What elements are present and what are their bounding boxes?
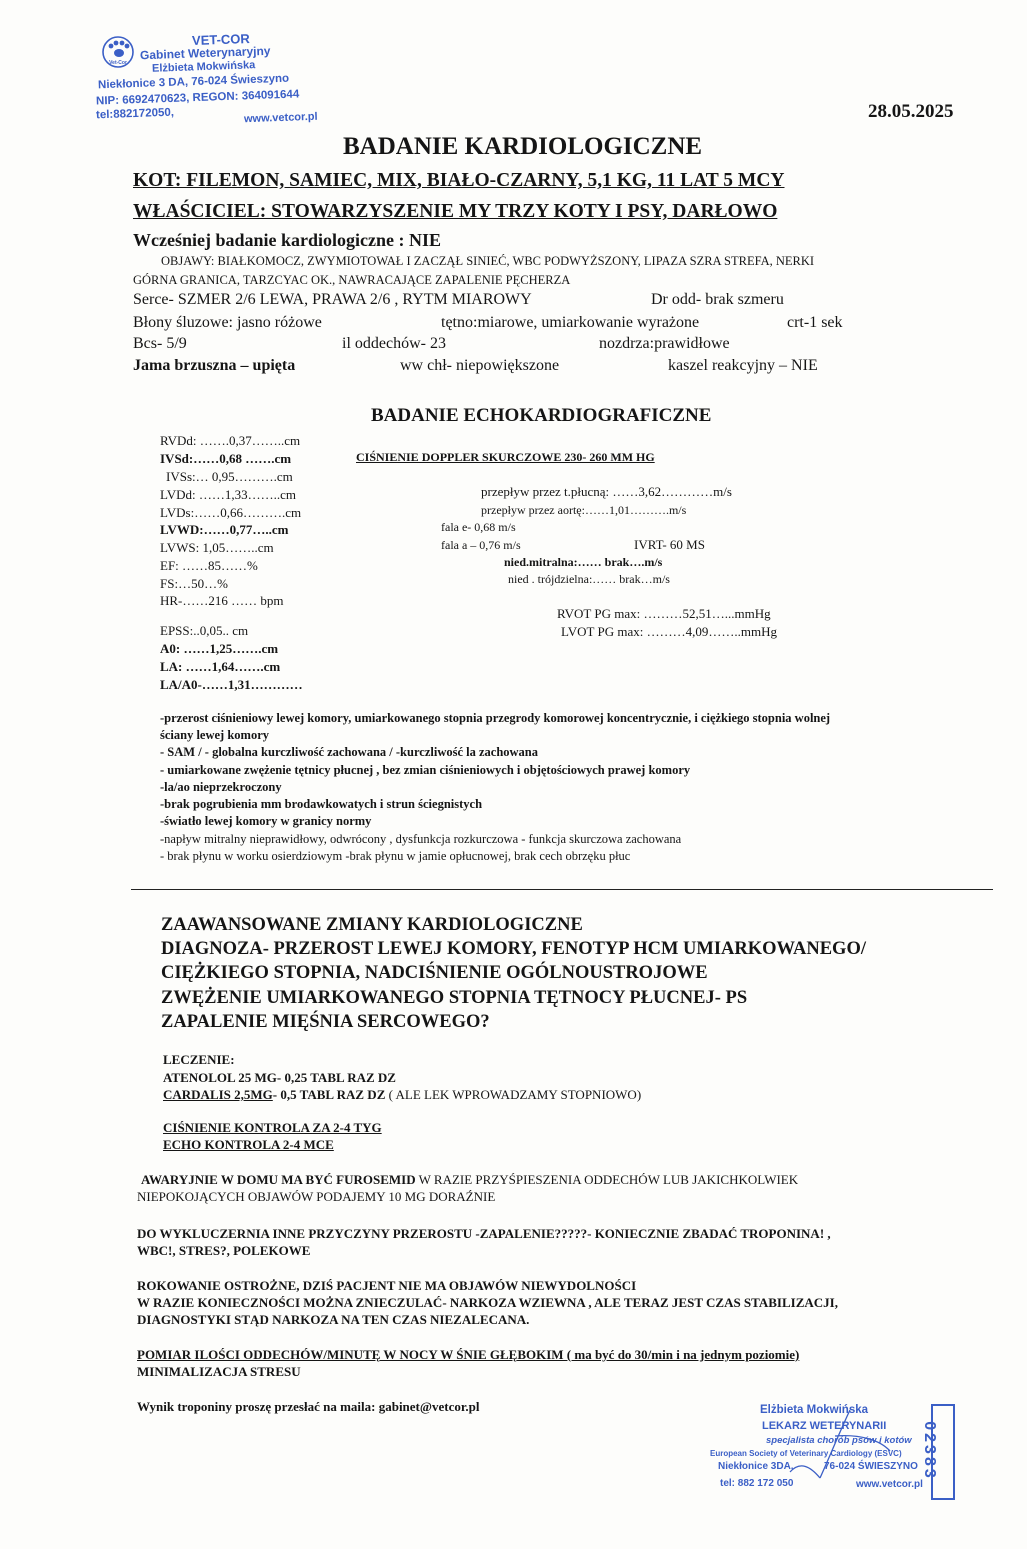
- monitoring-1: POMIAR ILOŚCI ODDECHÓW/MINUTĘ W NOCY W ŚNIE GŁĘBOKIM ( ma być do 30/min i na jednym poziomie): [137, 1347, 800, 1362]
- finding-6: -światło lewej komory w granicy normy: [160, 814, 372, 828]
- med-cardalis-name: CARDALIS 2,5MG: [163, 1087, 273, 1102]
- med-atenolol: ATENOLOL 25 MG- 0,25 TABL RAZ DZ: [163, 1070, 396, 1085]
- med-cardalis: [163, 1087, 641, 1103]
- prognosis-2: W RAZIE KONIECZNOŚCI MOŻNA ZNIECZULAĆ- NARKOZA WZIEWNA , ALE TERAZ JEST CZAS STABILIZACJI,: [137, 1295, 838, 1310]
- clinic-stamp: [94, 26, 354, 156]
- ivrt: IVRT- 60 MS: [634, 537, 705, 552]
- finding-5: -brak pogrubienia mm brodawkowatych i strun ściegnistych: [160, 797, 483, 811]
- clinic-line2: Elżbieta Mokwińska: [151, 59, 256, 75]
- diagnosis-line2: DIAGNOZA- PRZEROST LEWEJ KOMORY, FENOTYP HCM UMIARKOWANEGO/: [161, 939, 866, 959]
- exam-lymph: ww chł- niepowiększone: [400, 357, 560, 374]
- vet-phone: tel: 882 172 050: [720, 1478, 794, 1489]
- monitoring-2: MINIMALIZACJA STRESU: [137, 1364, 301, 1379]
- tricuspid-regurg: nied . trójdzielna:…… brak…m/s: [508, 572, 670, 586]
- clinic-line3: Niekłonice 3 DA, 76-024 Świeszyno: [97, 72, 290, 92]
- exam-mucosa: Błony śluzowe: jasno różowe: [133, 314, 322, 331]
- clinic-web: www.vetcor.pl: [243, 110, 318, 126]
- symptoms-line1: OBJAWY: BIAŁKOMOCZ, ZWYMIOTOWAŁ I ZACZĄŁ SINIEĆ, WBC PODWYŻSZONY, LIPAZA SZRA STREFA, NERKI: [161, 254, 815, 268]
- finding-3: - umiarkowane zwężenie tętnicy płucnej , bez zmian ciśnieniowych i objętościowych prawej komory: [160, 763, 691, 777]
- doppler-title: CIŚNIENIE DOPPLER SKURCZOWE 230- 260 MM HG: [356, 450, 655, 464]
- measure-fs: FS:…50…%: [160, 576, 228, 591]
- finding-7: -napływ mitralny nieprawidłowy, odwrócony , dysfunkcja rozkurczowa - funkcja skurczowa zachowana: [160, 832, 682, 846]
- exclude-causes-2: WBC!, STRES?, POLEKOWE: [137, 1243, 311, 1258]
- measure-lvws: LVWS: 1,05……..cm: [160, 540, 274, 555]
- vet-address-a: Niekłonice 3DA,: [718, 1461, 794, 1472]
- clinic-name: VET-COR: [191, 30, 251, 49]
- med-cardalis-note: ( ALE LEK WPROWADZAMY STOPNIOWO): [385, 1087, 642, 1102]
- treatment-label: LECZENIE:: [163, 1052, 235, 1067]
- measure-la: LA: ……1,64…….cm: [160, 659, 281, 674]
- finding-4: -la/ao nieprzekroczony: [160, 780, 282, 794]
- emergency-condition: W RAZIE PRZYŚPIESZENIA ODDECHÓW LUB JAKICHKOLWIEK: [415, 1172, 799, 1187]
- measure-epss: EPSS:..0,05.. cm: [160, 623, 249, 638]
- finding-8: - brak płynu w worku osierdziowym -brak płynu w jamie opłucnowej, brak cech obrzęku płuc: [160, 849, 631, 863]
- symptoms-line2: GÓRNA GRANICA, TARZCYAC OK., NAWRACAJĄCE ZAPALENIE PĘCHERZA: [133, 273, 571, 287]
- vet-title: LEKARZ WETERYNARII: [762, 1420, 887, 1432]
- exam-nostrils: nozdrza:prawidłowe: [599, 335, 730, 352]
- prognosis-3: DIAGNOSTYKI STĄD NARKOZA NA TEN CZAS NIEZALECANA.: [137, 1312, 530, 1327]
- prognosis-1: ROKOWANIE OSTROŻNE, DZIŚ PACJENT NIE MA OBJAWÓW NIEWYDOLNOŚCI: [137, 1278, 637, 1293]
- exclude-causes-1: DO WYKLUCZERNIA INNE PRZYCZYNY PRZEROSTU -ZAPALENIE?????- KONIECZNIE ZBADAĆ TROPONINA! ,: [137, 1226, 831, 1241]
- vet-spec1: specjalista chorób psów i kotów: [766, 1435, 912, 1446]
- diagnosis-line5: ZAPALENIE MIĘŚNIA SERCOWEGO?: [161, 1012, 490, 1032]
- measure-la-ao: LA/A0-……1,31…………: [160, 677, 303, 692]
- emergency-note: [141, 1172, 798, 1188]
- paw-logo-icon: [100, 34, 140, 70]
- control-pressure: CIŚNIENIE KONTROLA ZA 2-4 TYG: [163, 1120, 382, 1135]
- measure-lvwd: LVWD:……0,77…..cm: [160, 522, 289, 537]
- clinic-phone: tel:882172050,: [95, 106, 175, 122]
- signature-stamp: [700, 1398, 950, 1498]
- wave-e: fala e- 0,68 m/s: [441, 520, 516, 534]
- page-title: BADANIE KARDIOLOGICZNE: [343, 133, 703, 160]
- patient-line: KOT: FILEMON, SAMIEC, MIX, BIAŁO-CZARNY, 5,1 KG, 11 LAT 5 MCY: [133, 170, 785, 191]
- exam-cough: kaszel reakcyjny – NIE: [668, 357, 818, 374]
- diagnosis-line3: CIĘŻKIEGO STOPNIA, NADCIŚNIENIE OGÓLNOUSTROJOWE: [161, 963, 708, 983]
- measure-ivss: IVSs:… 0,95……….cm: [166, 469, 293, 484]
- section-divider: [131, 889, 993, 890]
- exam-abdomen: Jama brzuszna – upięta: [133, 357, 296, 374]
- exam-crt: crt-1 sek: [787, 314, 843, 331]
- med-cardalis-dose: - 0,5 TABL RAZ DZ: [272, 1087, 386, 1102]
- finding-2: - SAM / - globalna kurczliwość zachowana / -kurczliwość la zachowana: [160, 745, 539, 759]
- emergency-dose: NIEPOKOJĄCYCH OBJAWÓW PODAJEMY 10 MG DORAŹNIE: [137, 1189, 496, 1204]
- exam-bcs: Bcs- 5/9: [133, 335, 187, 352]
- exam-resp-rate: il oddechów- 23: [342, 335, 446, 352]
- vet-spec2: European Society of Veterinary Cardiology (ESVC): [710, 1449, 902, 1458]
- measure-ivsd: IVSd:……0,68 …….cm: [160, 451, 292, 466]
- previous-exam: Wcześniej badanie kardiologiczne : NIE: [133, 230, 441, 250]
- vet-address-b: 76-024 ŚWIESZYNO: [824, 1461, 918, 1472]
- signature-scribble-icon: [780, 1406, 900, 1486]
- measure-lvdd: LVDd: ……1,33……..cm: [160, 487, 297, 502]
- flow-aorta: przepływ przez aortę:……1,01……….m/s: [481, 503, 687, 517]
- control-echo: ECHO KONTROLA 2-4 MCE: [163, 1137, 334, 1152]
- echo-title: BADANIE ECHOKARDIOGRAFICZNE: [371, 405, 712, 426]
- vet-web: www.vetcor.pl: [856, 1479, 923, 1490]
- owner-line: WŁAŚCICIEL: STOWARZYSZENIE MY TRZY KOTY I PSY, DARŁOWO: [133, 201, 778, 222]
- clinic-line4: NIP: 6692470623, REGON: 364091644: [95, 88, 300, 108]
- finding-1: -przerost ciśnieniowy lewej komory, umiarkowanego stopnia przegrody komorowej koncentrycznie, i ciężkiego stopnia wolnej: [160, 711, 831, 725]
- license-box: [920, 1404, 955, 1500]
- finding-1b: ściany lewej komory: [160, 728, 270, 742]
- measure-ef: EF: ……85……%: [160, 558, 258, 573]
- troponin-note: Wynik troponiny proszę przesłać na maila: gabinet@vetcor.pl: [137, 1399, 480, 1414]
- measure-rvdd: RVDd: …….0,37……..cm: [160, 433, 301, 448]
- diagnosis-line1: ZAAWANSOWANE ZMIANY KARDIOLOGICZNE: [161, 915, 583, 935]
- exam-breath: Dr odd- brak szmeru: [651, 291, 784, 308]
- clinic-line1: Gabinet Weterynaryjny: [139, 43, 271, 63]
- flow-pulmonary: przepływ przez t.płucną: ……3,62…………m/s: [481, 484, 732, 499]
- document-date: 28.05.2025: [868, 101, 954, 122]
- emergency-furosemid: AWARYJNIE W DOMU MA BYĆ FUROSEMID: [141, 1172, 416, 1187]
- measure-ao: A0: ……1,25…….cm: [160, 641, 279, 656]
- diagnosis-line4: ZWĘŻENIE UMIARKOWANEGO STOPNIA TĘTNOCY PŁUCNEJ- PS: [161, 988, 748, 1008]
- exam-heart: Serce- SZMER 2/6 LEWA, PRAWA 2/6 , RYTM MIAROWY: [133, 291, 532, 308]
- vet-name: Elżbieta Mokwińska: [760, 1404, 869, 1416]
- exam-pulse: tętno:miarowe, umiarkowanie wyrażone: [441, 314, 700, 331]
- logo-text: Vet-Cor: [109, 60, 127, 66]
- rvot-pg: RVOT PG max: ………52,51…...mmHg: [557, 606, 771, 621]
- lvot-pg: LVOT PG max: ………4,09……..mmHg: [561, 624, 777, 639]
- mitral-regurg: nied.mitralna:…… brak….m/s: [504, 555, 663, 569]
- measure-lvds: LVDs:……0,66……….cm: [160, 505, 302, 520]
- wave-a: fala a – 0,76 m/s: [441, 538, 521, 552]
- measure-hr: HR-……216 …… bpm: [160, 593, 284, 608]
- license-number: 02383: [920, 1421, 938, 1481]
